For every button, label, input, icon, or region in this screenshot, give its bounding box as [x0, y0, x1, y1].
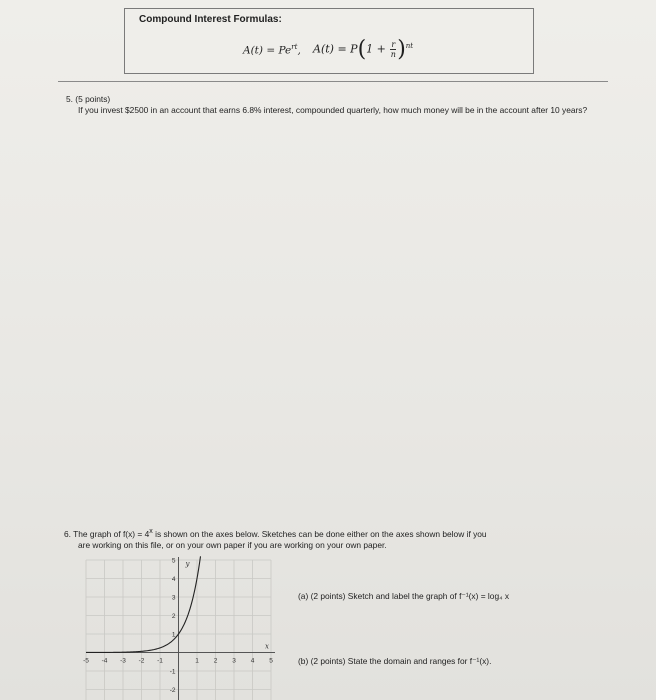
question-6-line1: 6. The graph of $f(x) = 4^x$ is shown on the axes below. Sketches can be done either on the axes shown below if you — [64, 528, 487, 539]
x-tick-label: -4 — [101, 657, 108, 665]
x-tick-label: 5 — [269, 657, 273, 665]
question-6 — [64, 526, 624, 551]
y-tick-label: 4 — [171, 576, 176, 583]
y-axis-label: y — [185, 560, 190, 568]
continuous-compounding-formula: $A(t) = Pe^{rt}$, — [243, 43, 301, 57]
x-tick-label: -3 — [120, 657, 126, 665]
part-a: (a) (2 points) Sketch and label the graph of f⁻¹(x) = log₄ x — [298, 591, 510, 601]
x-axis-label: x — [265, 642, 269, 651]
rate-fraction: $\frac{r}{n}$ — [390, 40, 396, 59]
function-graph — [80, 556, 276, 700]
section-divider — [58, 81, 608, 82]
x-tick-label: -5 — [83, 657, 89, 665]
x-tick-label: 1 — [195, 657, 199, 665]
question-5-header: 5. (5 points) — [66, 94, 111, 104]
x-tick-label: 2 — [213, 657, 218, 665]
formula-box-title: Compound Interest Formulas: — [139, 14, 282, 25]
question-6-line2: are working on this file, or on your own paper if you are working on your own paper. — [78, 539, 387, 550]
x-tick-label: 4 — [250, 657, 255, 665]
x-tick-label: -2 — [138, 657, 145, 665]
y-tick-label: 5 — [171, 557, 176, 565]
y-tick-label: -2 — [169, 687, 176, 694]
exponential-curve — [86, 556, 201, 652]
x-tick-label: 3 — [232, 657, 236, 665]
part-b: (b) (2 points) State the domain and ranges for f⁻¹(x). — [298, 656, 492, 666]
question-5-text: If you invest $2500 in an account that earns 6.8% interest, compounded quarterly, how much money will be in the account after 10 years? — [78, 105, 588, 115]
graph-svg — [80, 556, 276, 700]
y-tick-label: -1 — [169, 668, 176, 676]
periodic-compounding-formula: A(t) = P(1 + $\frac{r}{n}$ )$^{nt}$ — [313, 37, 414, 62]
y-tick-label: 3 — [171, 594, 176, 602]
question-5 — [66, 94, 626, 116]
y-tick-label: 1 — [171, 631, 176, 639]
x-tick-label: -1 — [157, 657, 163, 665]
formula-box — [124, 8, 534, 74]
y-tick-label: 2 — [171, 613, 176, 620]
